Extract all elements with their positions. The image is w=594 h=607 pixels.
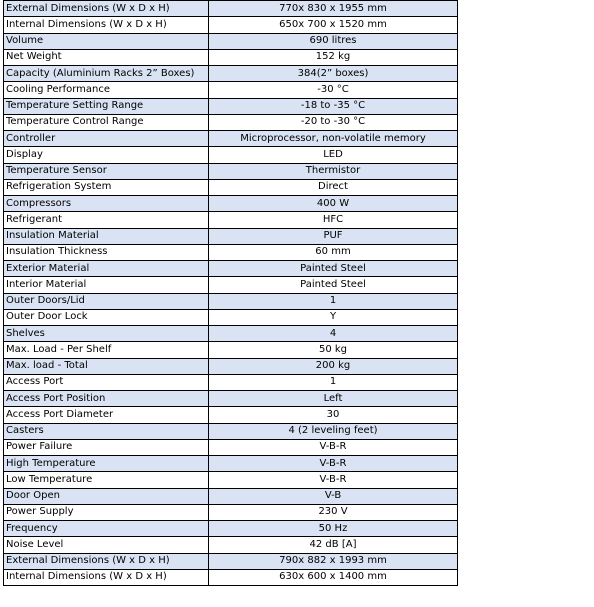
- spec-value: 690 litres: [209, 33, 458, 49]
- spec-label: Noise Level: [4, 537, 209, 553]
- spec-label: Access Port Diameter: [4, 407, 209, 423]
- spec-label: Refrigerant: [4, 212, 209, 228]
- spec-label: Controller: [4, 131, 209, 147]
- spec-value: HFC: [209, 212, 458, 228]
- spec-label: Capacity (Aluminium Racks 2” Boxes): [4, 66, 209, 82]
- table-row: [4, 82, 458, 98]
- spec-label: Insulation Material: [4, 228, 209, 244]
- spec-value: PUF: [209, 228, 458, 244]
- spec-label: Internal Dimensions (W x D x H): [4, 17, 209, 33]
- spec-label: Display: [4, 147, 209, 163]
- table-row: [4, 147, 458, 163]
- spec-value: V-B-R: [209, 456, 458, 472]
- spec-label: Outer Doors/Lid: [4, 293, 209, 309]
- spec-label: Frequency: [4, 521, 209, 537]
- table-row: [4, 33, 458, 49]
- spec-label: Power Supply: [4, 504, 209, 520]
- spec-label: Temperature Sensor: [4, 163, 209, 179]
- spec-label: Access Port Position: [4, 391, 209, 407]
- spec-label: Volume: [4, 33, 209, 49]
- table-row: [4, 293, 458, 309]
- spec-value: 400 W: [209, 196, 458, 212]
- spec-value: 4: [209, 326, 458, 342]
- table-row: [4, 358, 458, 374]
- spec-value: 770x 830 x 1955 mm: [209, 1, 458, 17]
- table-row: [4, 277, 458, 293]
- spec-value: 50 kg: [209, 342, 458, 358]
- spec-value: 50 Hz: [209, 521, 458, 537]
- table-row: [4, 569, 458, 585]
- table-row: [4, 456, 458, 472]
- spec-value: -20 to -30 °C: [209, 114, 458, 130]
- table-row: [4, 1, 458, 17]
- spec-table: [3, 0, 458, 586]
- spec-label: Exterior Material: [4, 261, 209, 277]
- spec-value: Y: [209, 309, 458, 325]
- table-row: [4, 374, 458, 390]
- spec-label: Refrigeration System: [4, 179, 209, 195]
- spec-value: V-B-R: [209, 472, 458, 488]
- table-row: [4, 472, 458, 488]
- spec-value: 230 V: [209, 504, 458, 520]
- spec-label: High Temperature: [4, 456, 209, 472]
- spec-label: Cooling Performance: [4, 82, 209, 98]
- spec-value: 42 dB [A]: [209, 537, 458, 553]
- table-row: [4, 98, 458, 114]
- table-row: [4, 261, 458, 277]
- table-row: [4, 553, 458, 569]
- spec-label: Internal Dimensions (W x D x H): [4, 569, 209, 585]
- spec-value: 30: [209, 407, 458, 423]
- spec-value: 1: [209, 293, 458, 309]
- table-row: [4, 521, 458, 537]
- table-row: [4, 163, 458, 179]
- spec-table-body: [4, 1, 458, 586]
- spec-label: Insulation Thickness: [4, 244, 209, 260]
- spec-value: Direct: [209, 179, 458, 195]
- spec-label: Temperature Setting Range: [4, 98, 209, 114]
- table-row: [4, 49, 458, 65]
- spec-value: V-B-R: [209, 439, 458, 455]
- spec-value: LED: [209, 147, 458, 163]
- table-row: [4, 114, 458, 130]
- table-row: [4, 439, 458, 455]
- spec-value: -30 °C: [209, 82, 458, 98]
- spec-label: Door Open: [4, 488, 209, 504]
- table-row: [4, 244, 458, 260]
- spec-value: 60 mm: [209, 244, 458, 260]
- spec-value: 650x 700 x 1520 mm: [209, 17, 458, 33]
- spec-label: External Dimensions (W x D x H): [4, 1, 209, 17]
- table-row: [4, 131, 458, 147]
- spec-value: V-B: [209, 488, 458, 504]
- table-row: [4, 488, 458, 504]
- spec-label: Max. load - Total: [4, 358, 209, 374]
- spec-label: Access Port: [4, 374, 209, 390]
- table-row: [4, 504, 458, 520]
- table-row: [4, 407, 458, 423]
- spec-value: 4 (2 leveling feet): [209, 423, 458, 439]
- table-row: [4, 17, 458, 33]
- spec-label: Low Temperature: [4, 472, 209, 488]
- spec-label: Temperature Control Range: [4, 114, 209, 130]
- spec-value: 1: [209, 374, 458, 390]
- table-row: [4, 537, 458, 553]
- spec-value: -18 to -35 °C: [209, 98, 458, 114]
- table-row: [4, 309, 458, 325]
- spec-value: 384(2” boxes): [209, 66, 458, 82]
- spec-label: Shelves: [4, 326, 209, 342]
- table-row: [4, 391, 458, 407]
- table-row: [4, 326, 458, 342]
- spec-label: Power Failure: [4, 439, 209, 455]
- spec-label: Max. Load - Per Shelf: [4, 342, 209, 358]
- spec-label: Outer Door Lock: [4, 309, 209, 325]
- spec-value: Painted Steel: [209, 277, 458, 293]
- table-row: [4, 228, 458, 244]
- spec-value: Microprocessor, non-volatile memory: [209, 131, 458, 147]
- table-row: [4, 423, 458, 439]
- table-row: [4, 66, 458, 82]
- table-row: [4, 196, 458, 212]
- table-row: [4, 342, 458, 358]
- spec-value: 630x 600 x 1400 mm: [209, 569, 458, 585]
- spec-value: 200 kg: [209, 358, 458, 374]
- table-row: [4, 179, 458, 195]
- spec-value: Painted Steel: [209, 261, 458, 277]
- spec-label: Net Weight: [4, 49, 209, 65]
- spec-label: Interior Material: [4, 277, 209, 293]
- spec-value: Left: [209, 391, 458, 407]
- spec-value: Thermistor: [209, 163, 458, 179]
- spec-label: Compressors: [4, 196, 209, 212]
- spec-label: Casters: [4, 423, 209, 439]
- spec-value: 152 kg: [209, 49, 458, 65]
- spec-label: External Dimensions (W x D x H): [4, 553, 209, 569]
- table-row: [4, 212, 458, 228]
- spec-value: 790x 882 x 1993 mm: [209, 553, 458, 569]
